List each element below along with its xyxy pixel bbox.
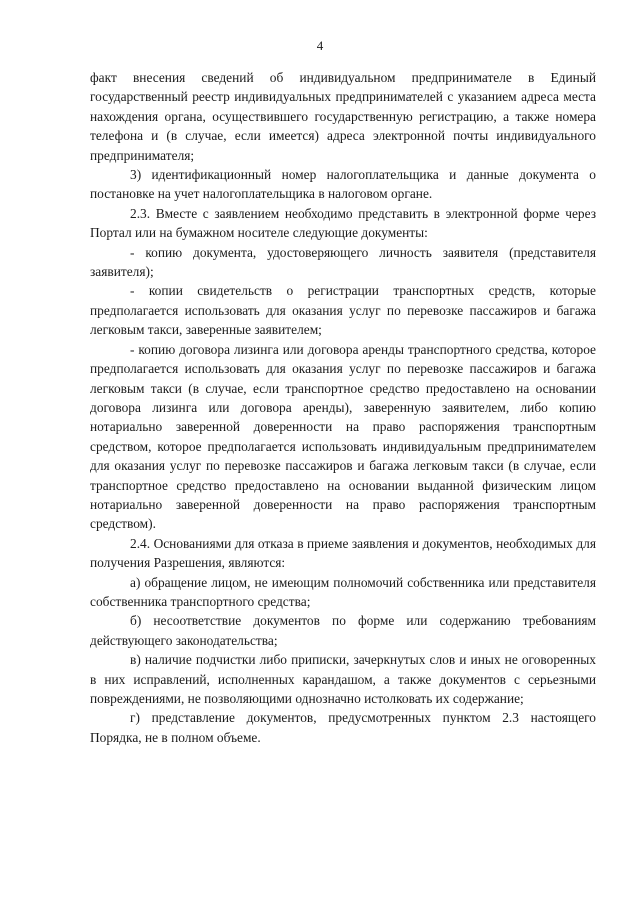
list-item-g-incomplete-documents: г) представление документов, предусмотренных пунктом 2.3 настоящего Порядка, не в полном объеме. xyxy=(90,710,596,745)
list-item-leasing-or-rental-agreement: - копию договора лизинга или договора аренды транспортного средства, которое предполагается использовать для оказания услуг по перевозке пассажиров и багажа легковым такси (в случае, если транспортное средство предоставлено на основании договора лизинга или договора аренды), заверенную заявителем, либо копию нотариально заверенной доверенности на право распоряжения транспортным средством, которое предполагается использовать индивидуальным предпринимателем для оказания услуг по перевозке пассажиров и багажа легковым такси (в случае, если транспортное средство предоставлено на основании выданной физическим лицом нотариально заверенной доверенности на право распоряжения транспортным средством). xyxy=(90,341,596,532)
list-item-b-nonconformity: б) несоответствие документов по форме или содержанию требованиям действующего законодательства; xyxy=(90,613,596,648)
page-number: 4 xyxy=(316,38,324,53)
list-item-identity-document: - копию документа, удостоверяющего личность заявителя (представителя заявителя); xyxy=(90,244,596,280)
list-item-vehicle-registration-certificates: - копии свидетельств о регистрации транспортных средств, которые предполагается использовать для оказания услуг по перевозке пассажиров и багажа легковым такси, заверенные заявителем; xyxy=(90,283,596,338)
paragraph-2-3-required-documents: 2.3. Вместе с заявлением необходимо представить в электронной форме через Портал или на бумажном носителе следующие документы: xyxy=(90,205,596,241)
list-item-a-no-authority: а) обращение лицом, не имеющим полномочий собственника или представителя собственника транспортного средства; xyxy=(90,574,596,609)
document-body xyxy=(90,68,596,747)
list-item-v-erasures-corrections: в) наличие подчистки либо приписки, зачеркнутых слов и иных не оговоренных в них исправлений, исполненных карандашом, а также документов с серьезными повреждениями, не позволяющими однозначно истолковать их содержание; xyxy=(90,652,596,706)
paragraph-2-4-refusal-grounds: 2.4. Основаниями для отказа в приеме заявления и документов, необходимых для получения Разрешения, являются: xyxy=(90,535,596,571)
paragraph-entrepreneur-registration-fact: факт внесения сведений об индивидуальном предпринимателе в Единый государственный реестр индивидуальных предпринимателей с указанием адреса места нахождения органа, осуществившего государственную регистрацию, а также номера телефона и (в случае, если имеется) адреса электронной почты индивидуального предпринимателя; xyxy=(90,70,596,163)
paragraph-item-3-taxpayer-id: 3) идентификационный номер налогоплательщика и данные документа о постановке на учет налогоплательщика в налоговом органе. xyxy=(90,167,596,202)
